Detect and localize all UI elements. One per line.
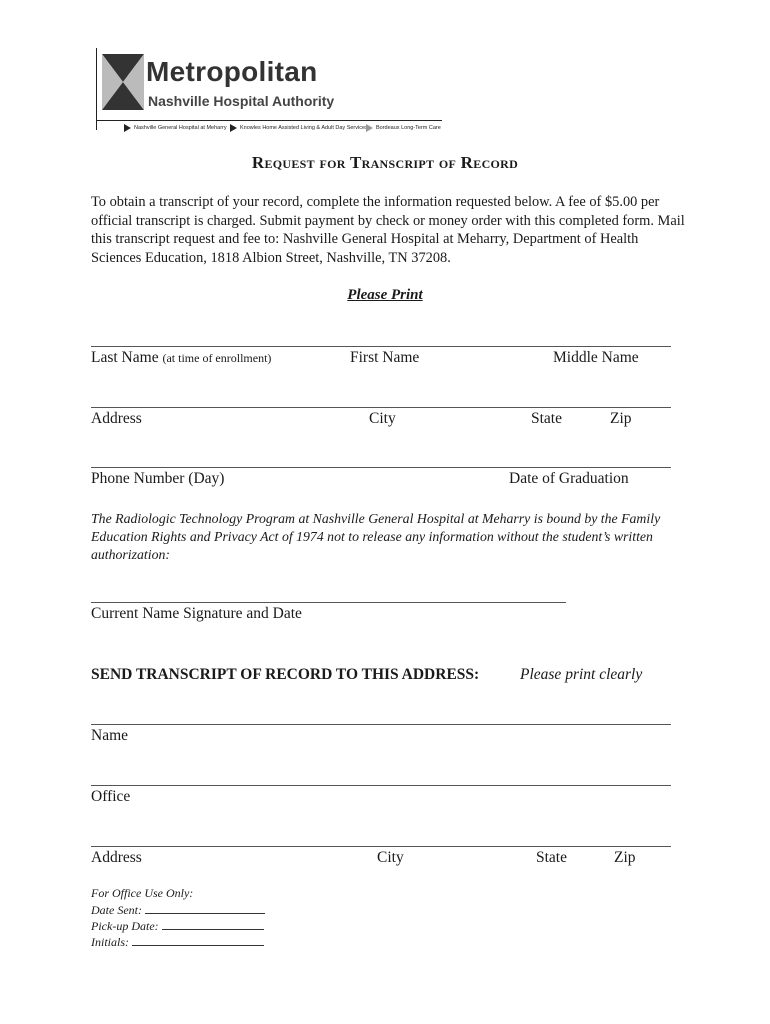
- middle-name-label: Middle Name: [553, 349, 639, 366]
- intro-paragraph: To obtain a transcript of your record, complete the information requested below. A fee of $5.00 per official transcript is charged. Submit payment by check or money order with this completed form. Mail this transcript request and fee to: Nashville General Hospital at Meharry, Department of Health Sciences Education, 1818 Albion Street, Nashville, TN 37208.: [91, 194, 685, 266]
- first-name-label: First Name: [350, 349, 420, 366]
- arrow-icon: [230, 124, 237, 132]
- send-note: Please print clearly: [520, 666, 643, 683]
- send-city-label: City: [377, 849, 404, 866]
- send-name-line[interactable]: [91, 724, 671, 725]
- send-zip-label: Zip: [614, 849, 636, 866]
- state-label: State: [531, 410, 562, 427]
- address-label: Address: [91, 410, 142, 427]
- initials-field[interactable]: [132, 934, 264, 946]
- office-pickup-date: Pick-up Date:: [91, 918, 264, 934]
- address-line[interactable]: [91, 407, 671, 408]
- signature-label: Current Name Signature and Date: [91, 605, 302, 622]
- office-use-heading: For Office Use Only:: [91, 886, 194, 900]
- privacy-notice: The Radiologic Technology Program at Nashville General Hospital at Meharry is bound by the Family Education Rights and Privacy Act of 1974 not to release any information without the student’s written authorization:: [91, 511, 661, 562]
- date-sent-field[interactable]: [145, 902, 265, 914]
- office-initials: Initials:: [91, 934, 264, 950]
- facility-item: Nashville General Hospital at Meharry: [124, 124, 227, 132]
- organization-logo: [90, 40, 442, 138]
- pickup-date-field[interactable]: [162, 918, 264, 930]
- last-name-label: Last Name (at time of enrollment): [91, 349, 272, 366]
- send-address-line[interactable]: [91, 846, 671, 847]
- city-label: City: [369, 410, 396, 427]
- logo-name: Metropolitan: [146, 56, 318, 87]
- send-address-label: Address: [91, 849, 142, 866]
- logo-triangles-icon: [100, 52, 146, 114]
- send-name-label: Name: [91, 727, 129, 744]
- arrow-icon: [366, 124, 373, 132]
- logo-subtitle: Nashville Hospital Authority: [148, 93, 335, 109]
- facility-item: Knowles Home Assisted Living & Adult Day Services: [230, 124, 368, 132]
- send-office-line[interactable]: [91, 785, 671, 786]
- logo-divider-horizontal: [96, 120, 442, 121]
- name-line[interactable]: [91, 346, 671, 347]
- graduation-label: Date of Graduation: [509, 470, 629, 487]
- please-print-note: Please Print: [347, 287, 423, 303]
- phone-label: Phone Number (Day): [91, 470, 225, 487]
- office-date-sent: Date Sent:: [91, 902, 265, 918]
- last-name-note: (at time of enrollment): [162, 351, 272, 365]
- facility-item: Bordeaux Long-Term Care: [366, 124, 441, 132]
- send-heading: SEND TRANSCRIPT OF RECORD TO THIS ADDRESS:: [91, 666, 480, 683]
- arrow-icon: [124, 124, 131, 132]
- phone-line[interactable]: [91, 467, 671, 468]
- zip-label: Zip: [610, 410, 632, 427]
- send-office-label: Office: [91, 788, 131, 805]
- logo-divider-vertical: [96, 48, 97, 130]
- send-state-label: State: [536, 849, 567, 866]
- signature-line[interactable]: [91, 602, 566, 603]
- form-title: Request for Transcript of Record: [251, 153, 519, 172]
